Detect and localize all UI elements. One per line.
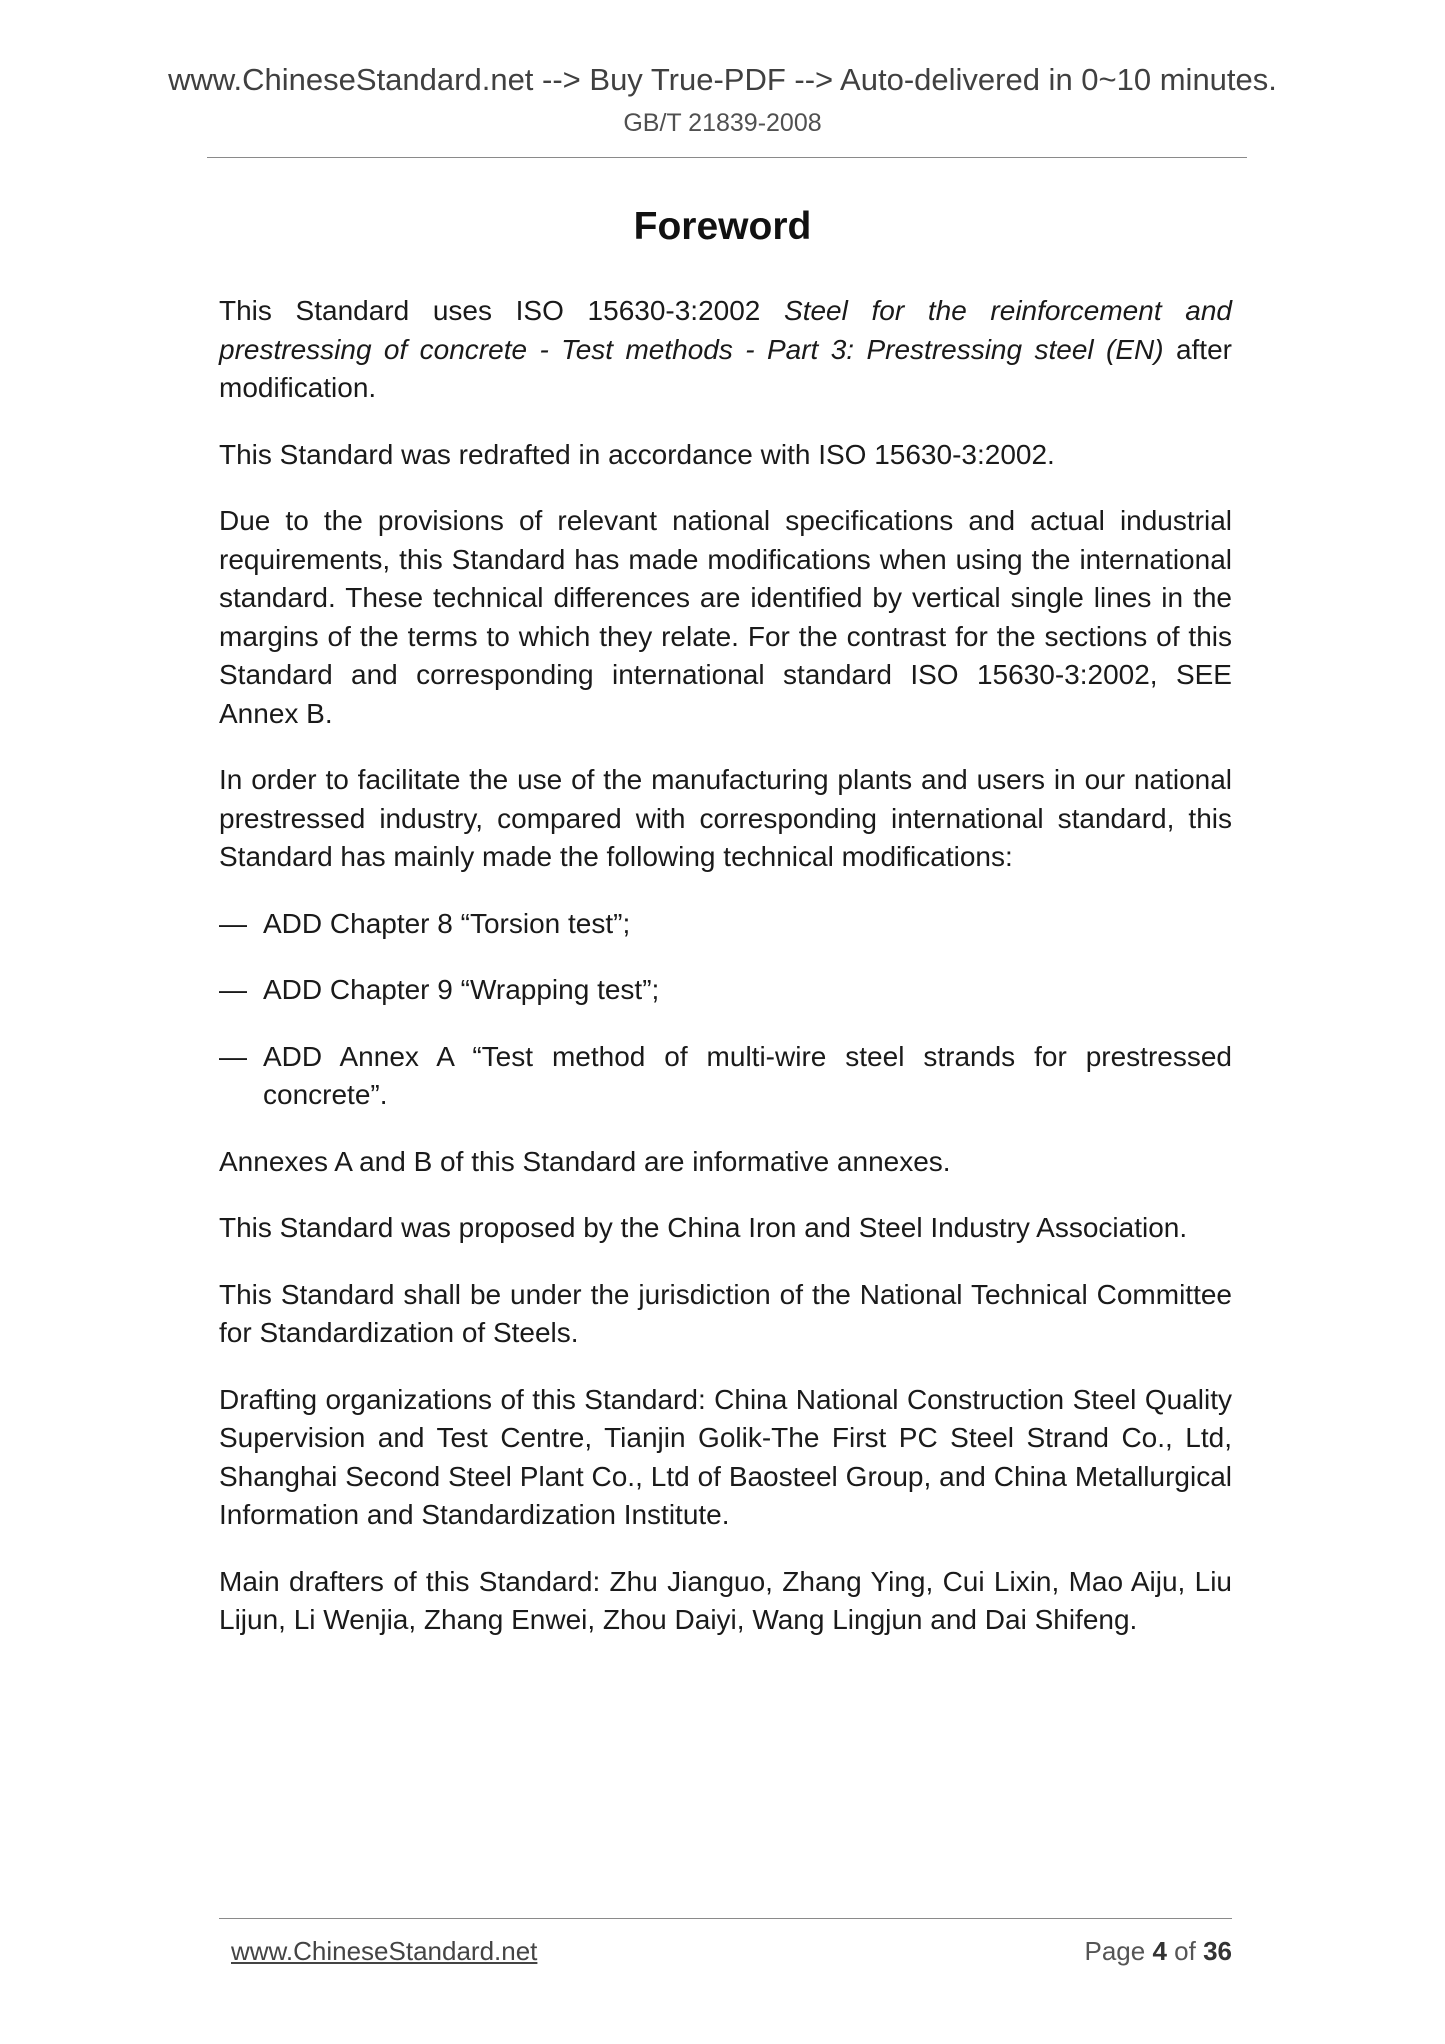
list-item: [219, 971, 1232, 1010]
page-number: [1084, 1934, 1232, 1968]
paragraph-5: Annexes A and B of this Standard are informative annexes.: [219, 1145, 951, 1177]
top-banner[interactable]: www.ChineseStandard.net --> Buy True-PDF --> Auto-delivered in 0~10 minutes.: [168, 62, 1277, 97]
standard-code: GB/T 21839-2008: [623, 109, 822, 137]
paragraph-1-tail: after modification.: [219, 333, 1232, 403]
paragraph-7: This Standard shall be under the jurisdiction of the National Technical Committee for Standardization of Steels.: [219, 1278, 1232, 1348]
page-total: 36: [1203, 1936, 1232, 1966]
paragraph-3: Due to the provisions of relevant national specifications and actual industrial requirements, this Standard has made modifications when using the international standard. These technical differences are identified by vertical single lines in the margins of the terms to which they relate. For the contrast for the sections of this Standard and corresponding international standard ISO 15630-3:2002, SEE Annex B.: [219, 505, 1232, 729]
header-divider: [207, 157, 1247, 158]
paragraph-1-lead: This Standard uses ISO 15630-3:2002: [219, 295, 785, 326]
paragraph-9: Main drafters of this Standard: Zhu Jianguo, Zhang Ying, Cui Lixin, Mao Aiju, Liu Lijun, Li Wenjia, Zhang Enwei, Zhou Daiyi, Wang Lingjun and Dai Shifeng.: [219, 1565, 1232, 1635]
paragraph-1-title: Steel for the reinforcement and prestressing of concrete - Test methods - Part 3: Prestressing steel (EN): [219, 295, 1232, 365]
list-dash: —: [219, 907, 247, 939]
paragraph-2: This Standard was redrafted in accordance with ISO 15630-3:2002.: [219, 438, 1055, 470]
list-item-text: ADD Chapter 8 “Torsion test”;: [263, 907, 631, 939]
paragraph-8: Drafting organizations of this Standard: China National Construction Steel Quality Supervision and Test Centre, Tianjin Golik-The First PC Steel Strand Co., Ltd, Shanghai Second Steel Plant Co., Ltd of Baosteel Group, and China Metallurgical Information and Standardization Institute.: [219, 1383, 1232, 1530]
list-dash: —: [219, 974, 247, 1005]
footer-divider: [219, 1918, 1232, 1919]
paragraph-1: [219, 292, 1232, 408]
list-item-text: ADD Annex A “Test method of multi-wire steel strands for prestressed concrete”.: [263, 1040, 1232, 1110]
page-of: of: [1174, 1936, 1196, 1966]
list-dash: —: [219, 1040, 247, 1072]
page-word: Page: [1084, 1936, 1146, 1966]
document-body: [219, 292, 1232, 1640]
list-item: [219, 905, 1232, 944]
list-item-text: ADD Chapter 9 “Wrapping test”;: [263, 974, 660, 1005]
paragraph-4: In order to facilitate the use of the manufacturing plants and users in our national prestressed industry, compared with corresponding international standard, this Standard has mainly made the following technical modifications:: [219, 764, 1232, 872]
footer-site-link[interactable]: www.ChineseStandard.net: [231, 1936, 538, 1966]
page-current: 4: [1152, 1936, 1167, 1966]
list-item: [219, 1038, 1232, 1115]
page-title: Foreword: [633, 205, 812, 248]
paragraph-6: This Standard was proposed by the China Iron and Steel Industry Association.: [219, 1212, 1188, 1243]
